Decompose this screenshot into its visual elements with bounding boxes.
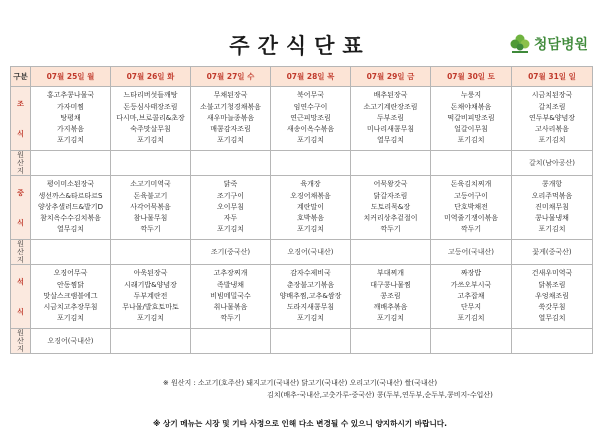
dish-item: 깍두기 bbox=[140, 225, 161, 234]
origin-cell: 오징어(국내산) bbox=[271, 240, 351, 265]
dish-item: 포기김치 bbox=[457, 314, 485, 323]
dish-item: 미역줄기쟁이볶음 bbox=[443, 214, 499, 223]
dish-item: 깍두기 bbox=[380, 225, 401, 234]
origin-cell bbox=[31, 240, 111, 265]
dish-item: 시래기밥&양념장 bbox=[124, 280, 177, 289]
dish-item: 시금치고추장무침 bbox=[43, 303, 98, 312]
day-header: 07월 30일 토 bbox=[431, 67, 512, 87]
dish-item: 배추된장국 bbox=[373, 91, 408, 100]
menu-cell bbox=[271, 87, 351, 151]
dish-item: 쑥갓무침 bbox=[538, 303, 566, 312]
dish-item: 깨배추볶음 bbox=[373, 303, 408, 312]
dish-item: 연근피망조림 bbox=[290, 113, 331, 122]
dish-item: 고등어구이 bbox=[454, 191, 488, 200]
menu-cell bbox=[271, 176, 351, 240]
dish-item: 숙주맛살무침 bbox=[130, 125, 171, 134]
origin-cell bbox=[271, 329, 351, 354]
origin-cell bbox=[431, 329, 512, 354]
origin-cell bbox=[111, 329, 191, 354]
dish-item: 포기김치 bbox=[136, 314, 165, 323]
dish-item: 소불고기청경채볶음 bbox=[200, 102, 261, 111]
menu-cell bbox=[512, 176, 593, 240]
dish-item: 호박볶음 bbox=[296, 214, 325, 223]
dish-item: 단무지 bbox=[460, 303, 482, 312]
day-header: 07월 28일 목 bbox=[271, 67, 351, 87]
dish-item: 우엉채조림 bbox=[535, 291, 569, 300]
dish-item: 어묵왕갓국 bbox=[373, 180, 408, 189]
lunch-row bbox=[11, 176, 593, 240]
menu-cell bbox=[351, 265, 431, 329]
dish-item: 누룽지 bbox=[460, 91, 482, 100]
dish-item: 단호박채전 bbox=[454, 202, 488, 211]
dish-item: 닭죽 bbox=[223, 180, 238, 189]
dish-item: 포기김치 bbox=[216, 136, 245, 145]
dish-item: 가자미찜 bbox=[56, 102, 85, 111]
dish-item: 갈치조림 bbox=[538, 102, 566, 111]
origin-cell bbox=[271, 151, 351, 176]
day-header: 07월 27일 수 bbox=[191, 67, 271, 87]
menu-cell bbox=[111, 87, 191, 151]
dish-item: 가쓰오부시국 bbox=[450, 280, 492, 289]
dish-item: 족발냉채 bbox=[216, 280, 245, 289]
origin-cell: 오징어(국내산) bbox=[31, 329, 111, 354]
menu-cell bbox=[191, 176, 271, 240]
breakfast-origin-row bbox=[11, 151, 593, 176]
dish-item: 도토리묵&장 bbox=[370, 202, 411, 211]
dish-item: 아욱된장국 bbox=[133, 269, 168, 278]
dish-item: 소고기계란장조림 bbox=[363, 102, 418, 111]
dish-item: 무채된장국 bbox=[213, 91, 248, 100]
weekly-menu-table bbox=[10, 66, 593, 354]
origin-cell bbox=[351, 240, 431, 265]
dish-item: 열무김치 bbox=[376, 136, 405, 145]
menu-cell bbox=[111, 265, 191, 329]
menu-cell bbox=[512, 87, 593, 151]
day-header: 07월 29일 금 bbox=[351, 67, 431, 87]
menu-cell bbox=[191, 87, 271, 151]
dish-item: 포기김치 bbox=[296, 314, 325, 323]
origin-cell bbox=[351, 329, 431, 354]
dish-item: 육개장 bbox=[300, 180, 321, 189]
origin-cell: 고등어(국내산) bbox=[431, 240, 512, 265]
dish-item: 돈육불고기 bbox=[133, 191, 168, 200]
origin-note-line-2: 김치(배추-국내산,고춧가루-중국산) 콩(두부,연두부,순두부,콩비지-수입산) bbox=[267, 391, 493, 399]
dish-item: 가지볶음 bbox=[56, 125, 85, 134]
dish-item: 매콤감자조림 bbox=[210, 125, 251, 134]
dish-item: 콩나물냉채 bbox=[535, 214, 569, 223]
origin-cell bbox=[111, 240, 191, 265]
menu-cell bbox=[351, 87, 431, 151]
dish-item: 춘장불고기볶음 bbox=[286, 280, 335, 289]
dish-item: 콩조림 bbox=[380, 291, 401, 300]
menu-cell bbox=[31, 265, 111, 329]
dish-item: 돈등심사태장조림 bbox=[123, 102, 178, 111]
dish-item: 탕평채 bbox=[60, 113, 81, 122]
dinner-row bbox=[11, 265, 593, 329]
dinner-label: 석 식 bbox=[11, 265, 31, 329]
dish-item: 돈육김치찌개 bbox=[450, 180, 492, 189]
dish-item: 양상추샐러드&발기D bbox=[38, 202, 103, 211]
dish-item: 포기김치 bbox=[216, 225, 245, 234]
dish-item: 임연수구이 bbox=[293, 102, 328, 111]
dish-item: 포기김치 bbox=[538, 136, 566, 145]
dish-item: 대구콩나물찜 bbox=[370, 280, 411, 289]
dish-item: 오이무침 bbox=[216, 202, 245, 211]
dish-item: 고추장찌개 bbox=[213, 269, 248, 278]
dish-item: 포기김치 bbox=[376, 314, 405, 323]
change-notice: ※ 상기 메뉴는 시장 및 기타 사정으로 인해 다소 변경될 수 있으니 양지하시기 바랍니다. bbox=[152, 419, 448, 428]
dish-item: 부대찌개 bbox=[376, 269, 405, 278]
origin-cell bbox=[31, 151, 111, 176]
dish-item: 포기김치 bbox=[538, 225, 566, 234]
page-title: 주간식단표 bbox=[229, 34, 371, 58]
dish-item: 홍고추콩나물국 bbox=[46, 91, 95, 100]
dish-item: 생선까스&타르타르S bbox=[38, 191, 103, 200]
dish-item: 깍두기 bbox=[220, 314, 241, 323]
dish-item: 포기김치 bbox=[136, 136, 165, 145]
menu-cell bbox=[431, 87, 512, 151]
dish-item: 열무김치 bbox=[538, 314, 566, 323]
day-header: 07월 26일 화 bbox=[111, 67, 191, 87]
dish-item: 새송이옥수볶음 bbox=[286, 125, 335, 134]
dish-item: 다시마,브로콜리&초장 bbox=[116, 113, 185, 122]
menu-cell bbox=[111, 176, 191, 240]
dish-item: 새우마늘종볶음 bbox=[206, 113, 255, 122]
origin-cell: 꽃게(중국산) bbox=[512, 240, 593, 265]
dish-item: 깍두기 bbox=[460, 225, 482, 234]
dish-item: 평이미소된장국 bbox=[46, 180, 95, 189]
dish-item: 짜장밥 bbox=[460, 269, 482, 278]
dish-item: 안동찜닭 bbox=[56, 280, 85, 289]
dish-item: 미나리새콤무침 bbox=[366, 125, 415, 134]
dish-item: 조기구이 bbox=[216, 191, 245, 200]
menu-cell bbox=[31, 176, 111, 240]
origin-cell: 갈치(남아공산) bbox=[512, 151, 593, 176]
dish-item: 콩개항 bbox=[541, 180, 563, 189]
dish-item: 양배추찜,고추&쌈장 bbox=[279, 291, 342, 300]
dish-item: 고사리볶음 bbox=[535, 125, 569, 134]
dish-item: 포기김치 bbox=[457, 136, 485, 145]
logo-text: 청담병원 bbox=[533, 37, 588, 53]
dish-item: 닭갈자조림 bbox=[373, 191, 408, 200]
breakfast-label: 조 식 bbox=[11, 87, 31, 151]
origin-cell bbox=[351, 151, 431, 176]
day-header: 07월 25일 월 bbox=[31, 67, 111, 87]
corner-label: 구분 bbox=[11, 67, 31, 87]
dish-item: 포기김치 bbox=[56, 314, 85, 323]
dish-item: 참나물무침 bbox=[133, 214, 168, 223]
dish-item: 감자수제비국 bbox=[290, 269, 331, 278]
dish-item: 오리주먹볶음 bbox=[531, 191, 573, 200]
hospital-logo bbox=[509, 33, 588, 55]
dish-item: 취나물볶음 bbox=[213, 303, 248, 312]
dish-item: 참치옥수수김치볶음 bbox=[40, 214, 101, 223]
menu-cell bbox=[191, 265, 271, 329]
menu-cell bbox=[512, 265, 593, 329]
dish-item: 두부조림 bbox=[376, 113, 405, 122]
breakfast-row bbox=[11, 87, 593, 151]
dish-item: 무나물/발효토마토 bbox=[122, 303, 179, 312]
dish-item: 맛살스크램블에그 bbox=[43, 291, 98, 300]
menu-cell bbox=[31, 87, 111, 151]
dish-item: 치커리상추겉절이 bbox=[363, 214, 418, 223]
origin-cell bbox=[111, 151, 191, 176]
dish-item: 건새우미역국 bbox=[531, 269, 573, 278]
dish-item: 느타리버섯들깨탕 bbox=[123, 91, 178, 100]
menu-cell bbox=[271, 265, 351, 329]
origin-cell bbox=[191, 329, 271, 354]
dish-item: 북어무국 bbox=[296, 91, 325, 100]
day-header: 07월 31일 일 bbox=[512, 67, 593, 87]
origin-cell bbox=[191, 151, 271, 176]
dish-item: 소고기미역국 bbox=[130, 180, 171, 189]
dish-item: 고추잡채 bbox=[457, 291, 485, 300]
origin-cell bbox=[431, 151, 512, 176]
dish-item: 도라지새콤무침 bbox=[286, 303, 335, 312]
dish-item: 얼갈이무침 bbox=[454, 125, 488, 134]
menu-cell bbox=[351, 176, 431, 240]
dish-item: 자두 bbox=[223, 214, 238, 223]
dish-item: 사각어묵볶음 bbox=[130, 202, 171, 211]
dish-item: 두부계란전 bbox=[133, 291, 168, 300]
dinner-origin-row bbox=[11, 329, 593, 354]
dish-item: 연두부&양념장 bbox=[528, 113, 576, 122]
origin-label: 원 산 지 bbox=[11, 240, 31, 265]
menu-cell bbox=[431, 265, 512, 329]
dish-item: 진미채무침 bbox=[535, 202, 569, 211]
origin-label: 원 산 지 bbox=[11, 151, 31, 176]
dish-item: 돈채야채볶음 bbox=[450, 102, 492, 111]
dish-item: 포기김치 bbox=[296, 225, 325, 234]
dish-item: 닭볶조림 bbox=[538, 280, 566, 289]
lunch-origin-row bbox=[11, 240, 593, 265]
dish-item: 비빔메밀국수 bbox=[210, 291, 251, 300]
dish-item: 포기김치 bbox=[56, 136, 85, 145]
menu-cell bbox=[431, 176, 512, 240]
lunch-label: 중 식 bbox=[11, 176, 31, 240]
origin-label: 원 산 지 bbox=[11, 329, 31, 354]
day-header-row bbox=[11, 67, 593, 87]
dish-item: 오징어무국 bbox=[53, 269, 88, 278]
clover-logo-icon bbox=[509, 33, 531, 55]
dish-item: 떡갈비피망조림 bbox=[447, 113, 495, 122]
dish-item: 시금치된장국 bbox=[531, 91, 573, 100]
dish-item: 오징어채볶음 bbox=[290, 191, 331, 200]
dish-item: 열무김치 bbox=[56, 225, 85, 234]
origin-cell: 조기(중국산) bbox=[191, 240, 271, 265]
origin-note-line-1: ※ 원산지 : 소고기(호주산) 돼지고기(국내산) 닭고기(국내산) 오리고기(국내산) 쌀(국내산) bbox=[162, 379, 438, 387]
dish-item: 포기김치 bbox=[296, 136, 325, 145]
header bbox=[0, 0, 600, 62]
origin-cell bbox=[512, 329, 593, 354]
dish-item: 계란말이 bbox=[296, 202, 325, 211]
